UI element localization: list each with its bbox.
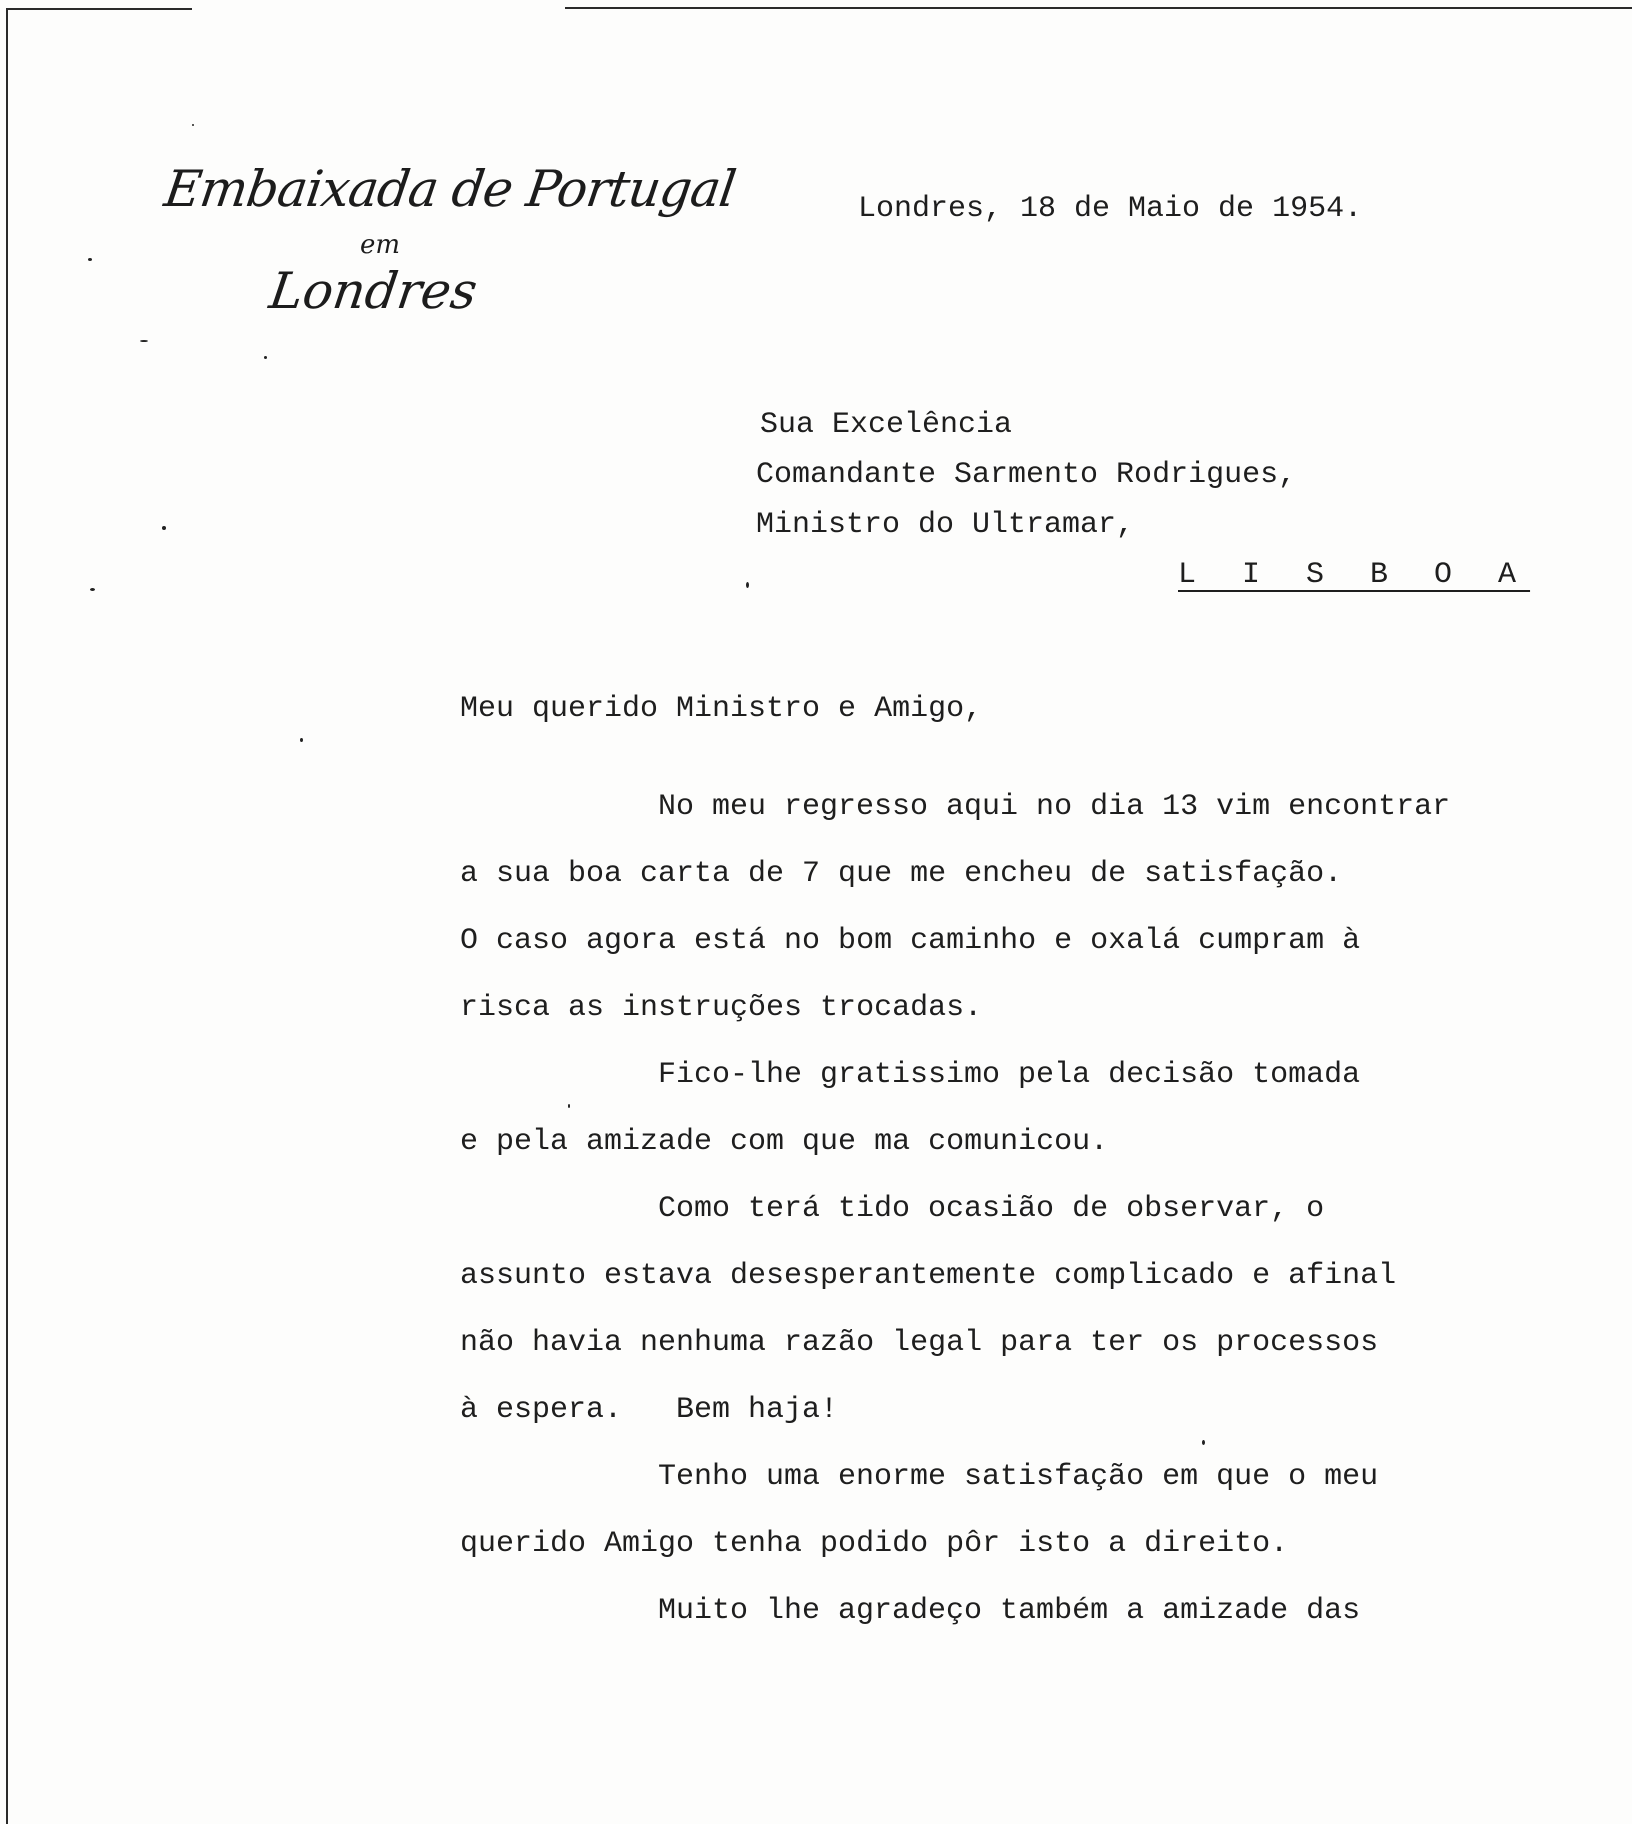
scan-speck	[568, 1104, 570, 1108]
scan-speck	[140, 340, 148, 342]
scan-speck	[90, 588, 95, 591]
body-line: Muito lhe agradeço também a amizade das	[658, 1594, 1361, 1628]
letter-date: Londres, 18 de Maio de 1954.	[858, 192, 1363, 226]
body-line: e pela amizade com que ma comunicou.	[460, 1125, 1109, 1159]
body-line: querido Amigo tenha podido pôr isto a direito.	[460, 1527, 1289, 1561]
body-line: assunto estava desesperantemente complicado e afinal	[460, 1259, 1397, 1293]
scan-speck	[1202, 1440, 1205, 1445]
body-line: Fico-lhe gratissimo pela decisão tomada	[658, 1058, 1361, 1092]
addressee-position: Ministro do Ultramar,	[756, 508, 1135, 542]
body-line: risca as instruções trocadas.	[460, 991, 983, 1025]
body-line: O caso agora está no bom caminho e oxalá cumpram à	[460, 924, 1361, 958]
scan-speck	[264, 356, 267, 359]
body-line: Tenho uma enorme satisfação em que o meu	[658, 1460, 1379, 1494]
scan-speck	[746, 582, 749, 588]
scan-border-left	[6, 8, 8, 1824]
addressee-city: L I S B O A	[1178, 558, 1531, 592]
addressee-name: Comandante Sarmento Rodrigues,	[756, 458, 1297, 492]
body-line: No meu regresso aqui no dia 13 vim encontrar	[658, 790, 1451, 824]
letterhead-city: Londres	[265, 262, 481, 320]
body-line: à espera. Bem haja!	[460, 1393, 839, 1427]
scan-border-top	[6, 8, 192, 10]
salutation: Meu querido Ministro e Amigo,	[460, 692, 983, 726]
scan-speck	[300, 738, 303, 742]
scan-speck	[192, 124, 194, 126]
letterhead-embassy: Embaixada de Portugal	[160, 160, 739, 218]
scan-border-top-right	[565, 7, 1632, 9]
scan-speck	[162, 526, 166, 530]
addressee-title: Sua Excelência	[760, 408, 1013, 442]
scan-speck	[88, 258, 92, 261]
body-line: não havia nenhuma razão legal para ter os processos	[460, 1326, 1379, 1360]
letterhead-em: em	[360, 230, 401, 260]
body-line: a sua boa carta de 7 que me encheu de satisfação.	[460, 857, 1343, 891]
body-line: Como terá tido ocasião de observar, o	[658, 1192, 1325, 1226]
